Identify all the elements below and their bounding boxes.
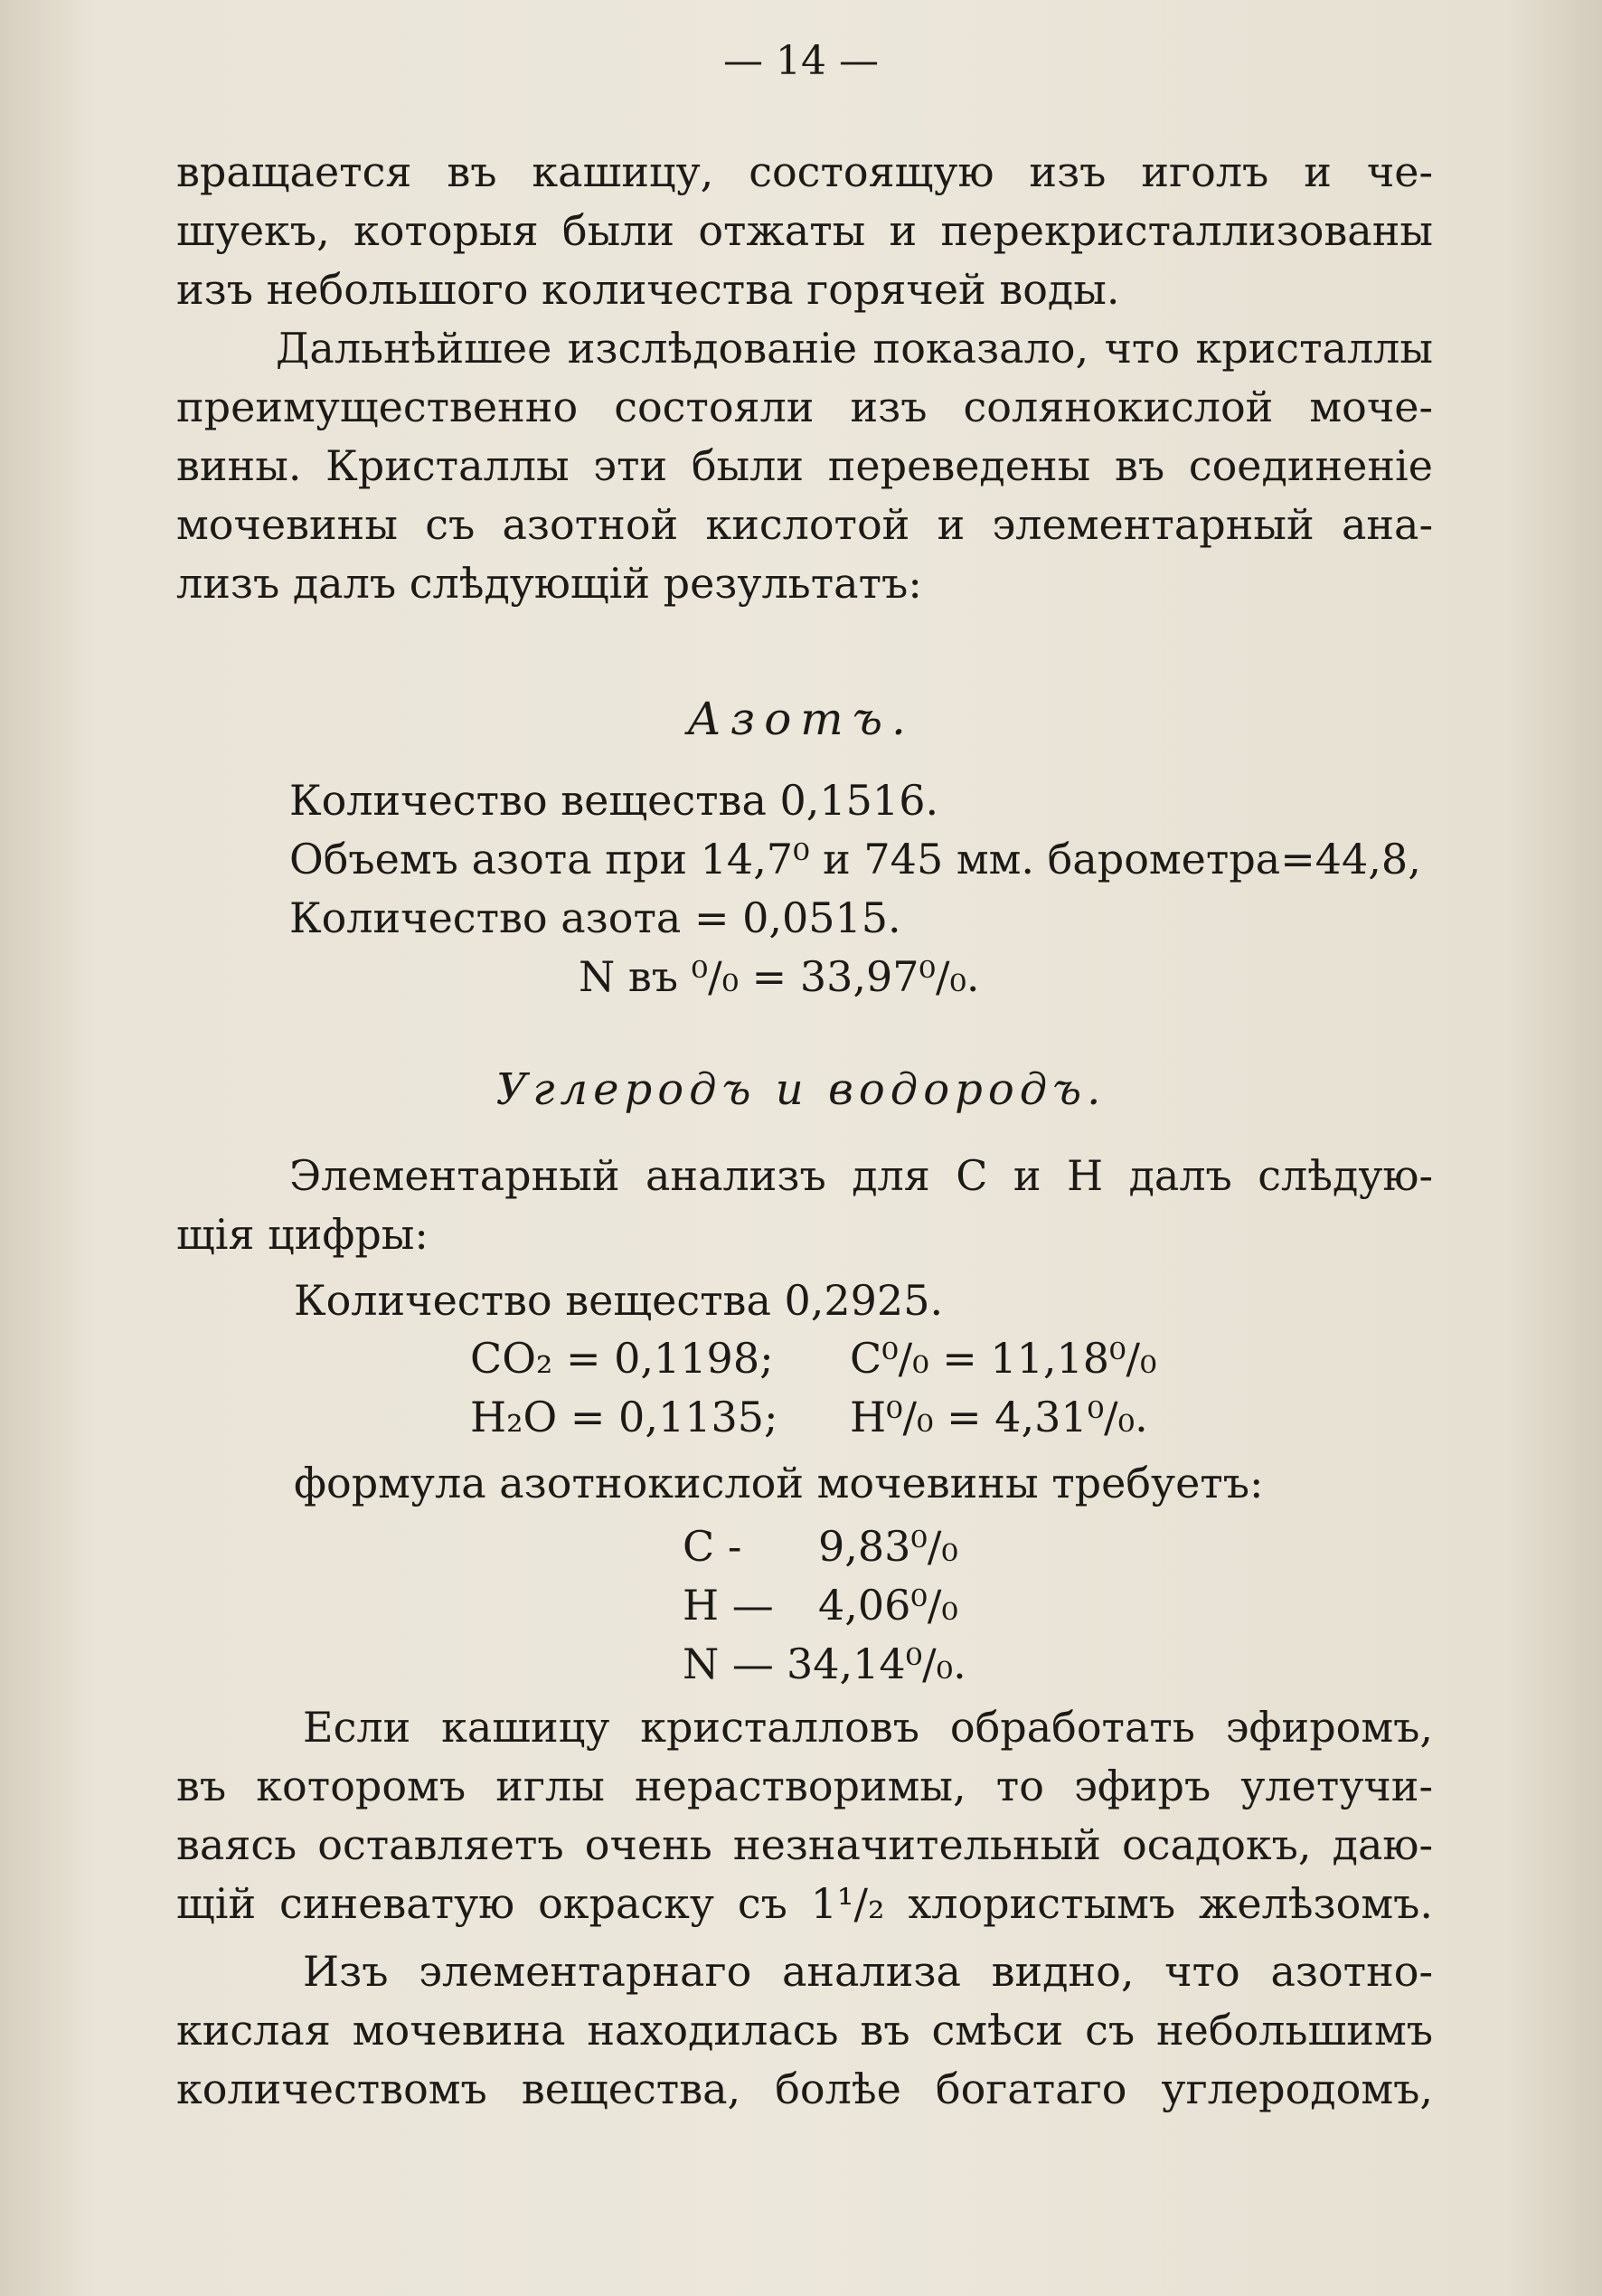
paragraph-line: мочевины съ азотной кислотой и элементарный ана- <box>176 500 1433 549</box>
formula-element-c: C - <box>683 1522 742 1571</box>
formula-element-h: H — <box>683 1581 774 1630</box>
carbon-percent: C⁰/₀ = 11,18⁰/₀ <box>850 1334 1157 1383</box>
paragraph-line: Если кашицу кристалловъ обработать эфиромъ, <box>303 1703 1433 1752</box>
ch-quantity: Количество вещества 0,2925. <box>294 1276 944 1325</box>
formula-value-n: 34,14⁰/₀. <box>787 1639 966 1688</box>
nitrogen-line: Количество азота = 0,0515. <box>289 893 901 942</box>
formula-element-n: N — <box>683 1639 774 1688</box>
co2-value: CO₂ = 0,1198; <box>470 1334 774 1383</box>
paragraph-line: количествомъ вещества, болѣе богатаго углеродомъ, <box>176 2065 1433 2113</box>
paragraph-line: вращается въ кашицу, состоящую изъ иголъ и че- <box>176 147 1433 196</box>
paragraph-line: Элементарный анализъ для C и H далъ слѣдую- <box>289 1151 1433 1200</box>
formula-value-c: 9,83⁰/₀ <box>818 1522 958 1571</box>
paragraph-line: щія цифры: <box>176 1210 429 1259</box>
nitrogen-line: Количество вещества 0,1516. <box>289 776 939 825</box>
formula-intro: формула азотнокислой мочевины требуетъ: <box>294 1459 1264 1507</box>
paragraph-line: въ которомъ иглы нерастворимы, то эфиръ улетучи- <box>176 1762 1433 1810</box>
paragraph-line: ваясь оставляетъ очень незначительный осадокъ, даю- <box>176 1820 1433 1869</box>
h2o-value: H₂O = 0,1135; <box>470 1393 778 1441</box>
paragraph-line: лизъ далъ слѣдующій результатъ: <box>176 559 922 608</box>
paragraph-line: Дальнѣйшее изслѣдованіе показало, что кристаллы <box>276 324 1433 373</box>
paragraph-line: вины. Кристаллы эти были переведены въ соединеніе <box>176 441 1433 490</box>
paragraph-line: преимущественно состояли изъ солянокислой моче- <box>176 383 1433 431</box>
paragraph-line: кислая мочевина находилась въ смѣси съ небольшимъ <box>176 2006 1433 2055</box>
paragraph-line: Изъ элементарнаго анализа видно, что азотно- <box>303 1947 1433 1996</box>
hydrogen-percent: H⁰/₀ = 4,31⁰/₀. <box>850 1393 1148 1441</box>
paragraph-line: щій синеватую окраску съ 1¹/₂ хлористымъ желѣзомъ. <box>176 1879 1433 1928</box>
formula-value-h: 4,06⁰/₀ <box>818 1581 958 1630</box>
section-heading-carbon-hydrogen: Углеродъ и водородъ. <box>495 1064 1107 1115</box>
paragraph-line: шуекъ, которыя были отжаты и перекристаллизованы <box>176 206 1433 255</box>
section-heading-nitrogen: Азотъ. <box>687 693 915 745</box>
page-number: — 14 — <box>723 38 879 84</box>
paragraph-line: изъ небольшого количества горячей воды. <box>176 265 1120 314</box>
nitrogen-line: Объемъ азота при 14,7⁰ и 745 мм. барометра=44,8, <box>289 835 1421 883</box>
nitrogen-result: N въ ⁰/₀ = 33,97⁰/₀. <box>579 952 980 1001</box>
